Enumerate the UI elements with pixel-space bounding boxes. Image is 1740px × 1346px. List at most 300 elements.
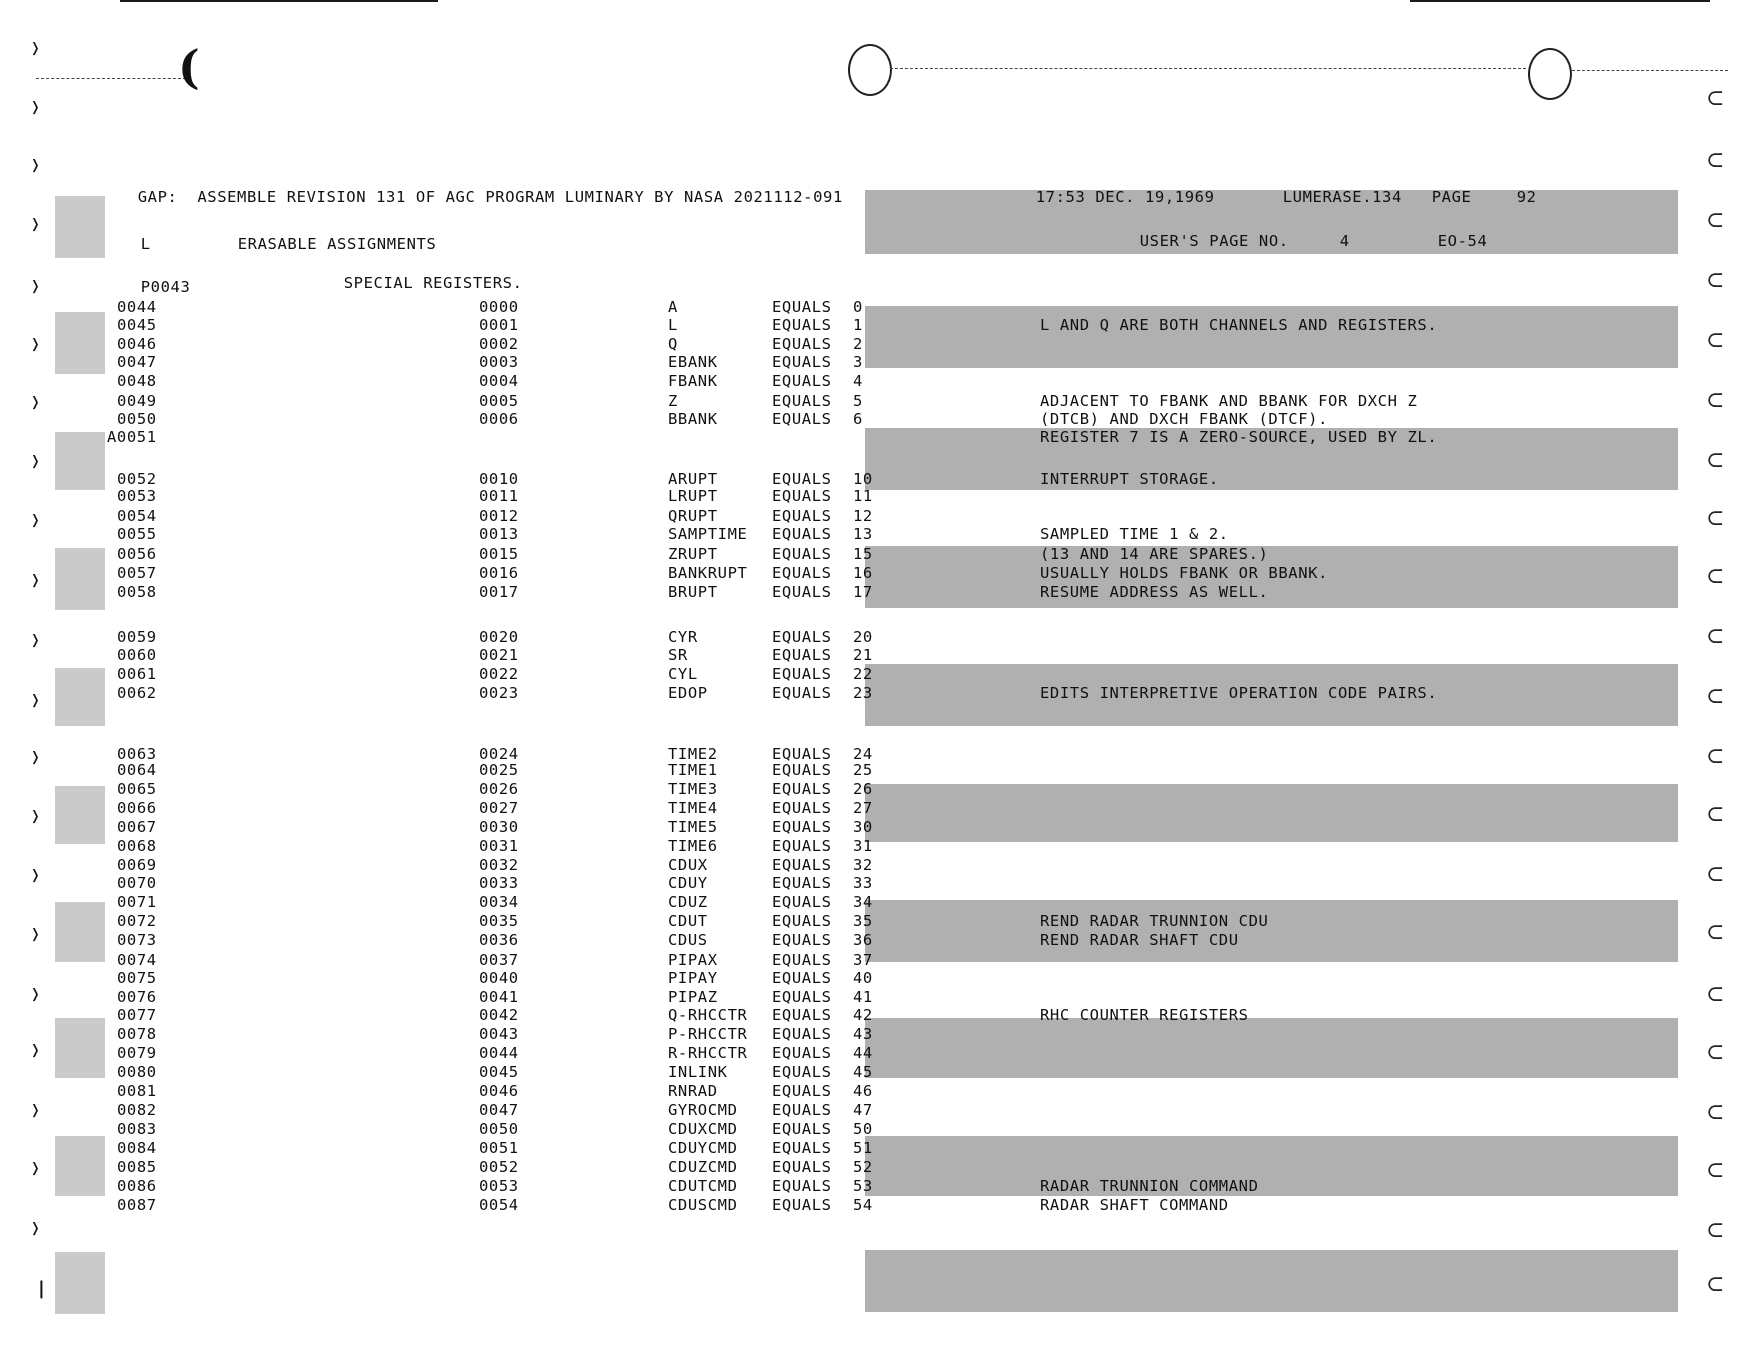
opcode: EQUALS [772, 1139, 832, 1157]
line-number: 0065 [117, 780, 157, 798]
line-number: 0083 [117, 1120, 157, 1138]
operand: 32 [853, 856, 873, 874]
sprocket-mark-right: ⊂ [1706, 684, 1725, 709]
opcode: EQUALS [772, 507, 832, 525]
octal-address: 0005 [479, 392, 519, 410]
octal-address: 0011 [479, 487, 519, 505]
sprocket-mark: ❭ [30, 1100, 41, 1121]
line-number: 0082 [117, 1101, 157, 1119]
symbol: ZRUPT [668, 545, 718, 563]
greybar-band-left [55, 312, 105, 374]
sprocket-mark-right: ⊂ [1706, 506, 1725, 531]
octal-address: 0024 [479, 745, 519, 763]
line-number: 0045 [117, 316, 157, 334]
sheet-code: EO-54 [1437, 232, 1488, 250]
sprocket-mark-right: ⊂ [1706, 328, 1725, 353]
listing-line [0, 646, 873, 664]
operand: 44 [853, 1044, 873, 1062]
comment: REGISTER 7 IS A ZERO-SOURCE, USED BY ZL. [1040, 428, 1438, 446]
line-number: 0068 [117, 837, 157, 855]
line-number: 0069 [117, 856, 157, 874]
sprocket-mark: ❭ [30, 97, 41, 118]
sprocket-mark-right: ⊂ [1706, 982, 1725, 1007]
octal-address: 0031 [479, 837, 519, 855]
sprocket-mark: ❭ [30, 630, 41, 651]
sprocket-mark: ❭ [30, 334, 41, 355]
listing-line [0, 628, 873, 646]
operand: 27 [853, 799, 873, 817]
line-number: 0044 [117, 298, 157, 316]
operand: 13 [853, 525, 873, 543]
opcode: EQUALS [772, 487, 832, 505]
symbol: SAMPTIME [668, 525, 748, 543]
greybar-band-left [55, 668, 105, 726]
operand: 15 [853, 545, 873, 563]
octal-address: 0015 [479, 545, 519, 563]
sprocket-mark-right: ⊂ [1706, 1272, 1725, 1297]
opcode: EQUALS [772, 931, 832, 949]
operand: 4 [853, 372, 863, 390]
opcode: EQUALS [772, 818, 832, 836]
line-number: 0084 [117, 1139, 157, 1157]
opcode: EQUALS [772, 988, 832, 1006]
octal-address: 0020 [479, 628, 519, 646]
listing-line [0, 298, 863, 316]
symbol: FBANK [668, 372, 718, 390]
symbol: PIPAY [668, 969, 718, 987]
operand: 17 [853, 583, 873, 601]
line-number: 0076 [117, 988, 157, 1006]
symbol: PIPAX [668, 951, 718, 969]
octal-address: 0044 [479, 1044, 519, 1062]
operand: 42 [853, 1006, 873, 1024]
opcode: EQUALS [772, 1101, 832, 1119]
octal-address: 0000 [479, 298, 519, 316]
listing-line [0, 1082, 873, 1100]
listing-line [0, 1158, 873, 1176]
operand: 1 [853, 316, 863, 334]
operand: 22 [853, 665, 873, 683]
symbol: RNRAD [668, 1082, 718, 1100]
listing-line [0, 1025, 873, 1043]
sprocket-mark-right: ⊂ [1706, 920, 1725, 945]
line-number: 0056 [117, 545, 157, 563]
listing-line [0, 1063, 873, 1081]
comment: REND RADAR SHAFT CDU [1040, 931, 1239, 949]
assembly-banner: GAP: ASSEMBLE REVISION 131 OF AGC PROGRAM LUMINARY BY NASA 2021112-091 [137, 188, 843, 206]
line-number: 0077 [117, 1006, 157, 1024]
operand: 54 [853, 1196, 873, 1214]
sprocket-mark-right: ⊂ [1706, 86, 1725, 111]
sprocket-mark: ❭ [30, 924, 41, 945]
symbol: CDUSCMD [668, 1196, 738, 1214]
octal-address: 0032 [479, 856, 519, 874]
greybar-band-left [55, 902, 105, 962]
octal-address: 0027 [479, 799, 519, 817]
opcode: EQUALS [772, 1006, 832, 1024]
octal-address: 0053 [479, 1177, 519, 1195]
comment: USUALLY HOLDS FBANK OR BBANK. [1040, 564, 1329, 582]
octal-address: 0017 [479, 583, 519, 601]
sprocket-mark: ❭ [30, 865, 41, 886]
octal-address: 0022 [479, 665, 519, 683]
symbol: CDUTCMD [668, 1177, 738, 1195]
octal-address: 0012 [479, 507, 519, 525]
symbol: CDUY [668, 874, 708, 892]
listing-line [0, 335, 863, 353]
octal-address: 0010 [479, 470, 519, 488]
line-number: 0049 [117, 392, 157, 410]
listing-line [0, 1196, 1229, 1214]
line-number: 0057 [117, 564, 157, 582]
octal-address: 0030 [479, 818, 519, 836]
greybar-band [865, 1018, 1678, 1078]
fold-line-left [36, 78, 186, 79]
listing-line [0, 507, 873, 525]
fold-line-middle [890, 68, 1526, 69]
symbol: TIME1 [668, 761, 718, 779]
listing-line [0, 684, 1438, 702]
line-number: 0074 [117, 951, 157, 969]
listing-line [0, 392, 1418, 410]
greybar-band [865, 784, 1678, 842]
opcode: EQUALS [772, 1177, 832, 1195]
line-number: P0043 [140, 278, 191, 296]
line-number: 0053 [117, 487, 157, 505]
greybar-band [865, 1136, 1678, 1196]
opcode: EQUALS [772, 470, 832, 488]
octal-address: 0033 [479, 874, 519, 892]
listing-line [0, 818, 873, 836]
line-number: 0085 [117, 1158, 157, 1176]
top-rule-right [1410, 0, 1710, 2]
opcode: EQUALS [772, 951, 832, 969]
octal-address: 0043 [479, 1025, 519, 1043]
octal-address: 0036 [479, 931, 519, 949]
symbol: TIME2 [668, 745, 718, 763]
octal-address: 0047 [479, 1101, 519, 1119]
listing-line [0, 1101, 873, 1119]
symbol: L [668, 316, 678, 334]
opcode: EQUALS [772, 1025, 832, 1043]
operand: 12 [853, 507, 873, 525]
octal-address: 0001 [479, 316, 519, 334]
symbol: LRUPT [668, 487, 718, 505]
comment: ADJACENT TO FBANK AND BBANK FOR DXCH Z [1040, 392, 1418, 410]
octal-address: 0021 [479, 646, 519, 664]
sprocket-mark: ❭ [30, 806, 41, 827]
symbol: CDUXCMD [668, 1120, 738, 1138]
line-number: 0071 [117, 893, 157, 911]
line-number: 0060 [117, 646, 157, 664]
sprocket-mark: ❭ [30, 984, 41, 1005]
opcode: EQUALS [772, 1044, 832, 1062]
listing-line [0, 799, 873, 817]
listing-line [0, 856, 873, 874]
symbol: CDUZ [668, 893, 708, 911]
line-number: 0087 [117, 1196, 157, 1214]
operand: 23 [853, 684, 873, 702]
listing-line [0, 410, 1329, 428]
page-label: PAGE [1431, 188, 1472, 206]
line-number: 0055 [117, 525, 157, 543]
sprocket-mark: ❭ [30, 1040, 41, 1061]
octal-address: 0041 [479, 988, 519, 1006]
octal-address: 0046 [479, 1082, 519, 1100]
opcode: EQUALS [772, 1158, 832, 1176]
opcode: EQUALS [772, 410, 832, 428]
sprocket-mark-right: ⊂ [1706, 1218, 1725, 1243]
comment: RADAR SHAFT COMMAND [1040, 1196, 1229, 1214]
operand: 30 [853, 818, 873, 836]
binder-hole-right [1528, 48, 1572, 100]
greybar-band-left [55, 1136, 105, 1196]
symbol: BRUPT [668, 583, 718, 601]
sprocket-mark: ❭ [30, 690, 41, 711]
line-number: 0058 [117, 583, 157, 601]
sprocket-mark: ❭ [30, 214, 41, 235]
listing-line [0, 1139, 873, 1157]
listing-line [0, 931, 1239, 949]
line-number: A0051 [107, 428, 157, 446]
listing-line [0, 1120, 873, 1138]
symbol: CDUZCMD [668, 1158, 738, 1176]
sprocket-mark: ❭ [30, 392, 41, 413]
subheader-code: L [140, 235, 151, 253]
opcode: EQUALS [772, 628, 832, 646]
sprocket-mark-right: ⊂ [1706, 744, 1725, 769]
octal-address: 0040 [479, 969, 519, 987]
line-number: 0086 [117, 1177, 157, 1195]
line-number: 0081 [117, 1082, 157, 1100]
symbol: Q [668, 335, 678, 353]
operand: 36 [853, 931, 873, 949]
comment: (DTCB) AND DXCH FBANK (DTCF). [1040, 410, 1329, 428]
binder-hole-center [848, 44, 892, 96]
opcode: EQUALS [772, 799, 832, 817]
comment: L AND Q ARE BOTH CHANNELS AND REGISTERS. [1040, 316, 1438, 334]
opcode: EQUALS [772, 874, 832, 892]
octal-address: 0050 [479, 1120, 519, 1138]
operand: 43 [853, 1025, 873, 1043]
sprocket-mark: | [36, 1278, 47, 1299]
symbol: TIME3 [668, 780, 718, 798]
line-number: 0059 [117, 628, 157, 646]
opcode: EQUALS [772, 1120, 832, 1138]
octal-address: 0035 [479, 912, 519, 930]
operand: 25 [853, 761, 873, 779]
page-number: 92 [1516, 188, 1537, 206]
greybar-band [865, 900, 1678, 962]
opcode: EQUALS [772, 298, 832, 316]
operand: 45 [853, 1063, 873, 1081]
listing-line [0, 1177, 1259, 1195]
opcode: EQUALS [772, 545, 832, 563]
line-number: 0067 [117, 818, 157, 836]
line-number: 0047 [117, 353, 157, 371]
listing-line [0, 761, 873, 779]
line-number: 0063 [117, 745, 157, 763]
users-page-value: 4 [1339, 232, 1350, 250]
symbol: BANKRUPT [668, 564, 748, 582]
listing-line [0, 988, 873, 1006]
greybar-band-left [55, 1018, 105, 1078]
symbol: CDUT [668, 912, 708, 930]
octal-address: 0023 [479, 684, 519, 702]
sprocket-mark-right: ⊂ [1706, 564, 1725, 589]
line-number: 0046 [117, 335, 157, 353]
opcode: EQUALS [772, 316, 832, 334]
operand: 37 [853, 951, 873, 969]
sprocket-mark-right: ⊂ [1706, 448, 1725, 473]
symbol: R-RHCCTR [668, 1044, 748, 1062]
symbol: Z [668, 392, 678, 410]
opcode: EQUALS [772, 564, 832, 582]
listing-line [0, 316, 1438, 334]
listing-line [0, 951, 873, 969]
octal-address: 0013 [479, 525, 519, 543]
opcode: EQUALS [772, 372, 832, 390]
symbol: EDOP [668, 684, 708, 702]
line-number: 0052 [117, 470, 157, 488]
octal-address: 0045 [479, 1063, 519, 1081]
sprocket-mark: ❭ [30, 451, 41, 472]
octal-address: 0034 [479, 893, 519, 911]
listing-line [0, 353, 863, 371]
operand: 20 [853, 628, 873, 646]
users-page-label: USER'S PAGE NO. [1139, 232, 1289, 250]
sprocket-mark: ❭ [30, 1218, 41, 1239]
operand: 0 [853, 298, 863, 316]
listing-line [0, 780, 873, 798]
symbol: CYL [668, 665, 698, 683]
operand: 26 [853, 780, 873, 798]
octal-address: 0052 [479, 1158, 519, 1176]
octal-address: 0003 [479, 353, 519, 371]
line-number: 0080 [117, 1063, 157, 1081]
listing-line [0, 665, 873, 683]
comment: EDITS INTERPRETIVE OPERATION CODE PAIRS. [1040, 684, 1438, 702]
sprocket-mark-right: ⊂ [1706, 802, 1725, 827]
octal-address: 0002 [479, 335, 519, 353]
sprocket-mark-right: ⊂ [1706, 1040, 1725, 1065]
symbol: A [668, 298, 678, 316]
listing-line [0, 470, 1219, 488]
sprocket-mark: ❭ [30, 1158, 41, 1179]
line-number: 0054 [117, 507, 157, 525]
symbol: ARUPT [668, 470, 718, 488]
operand: 31 [853, 837, 873, 855]
symbol: CDUX [668, 856, 708, 874]
listing-line [0, 1006, 1249, 1024]
symbol: Q-RHCCTR [668, 1006, 748, 1024]
opcode: EQUALS [772, 856, 832, 874]
operand: 16 [853, 564, 873, 582]
opcode: EQUALS [772, 780, 832, 798]
sprocket-mark-right: ⊂ [1706, 1100, 1725, 1125]
operand: 35 [853, 912, 873, 930]
sprocket-mark-right: ⊂ [1706, 148, 1725, 173]
operand: 6 [853, 410, 863, 428]
operand: 46 [853, 1082, 873, 1100]
listing-line [0, 428, 1438, 446]
octal-address: 0054 [479, 1196, 519, 1214]
symbol: QRUPT [668, 507, 718, 525]
octal-address: 0025 [479, 761, 519, 779]
sprocket-mark-right: ⊂ [1706, 388, 1725, 413]
symbol: CDUYCMD [668, 1139, 738, 1157]
comment: INTERRUPT STORAGE. [1040, 470, 1219, 488]
line-number: 0050 [117, 410, 157, 428]
listing-line [0, 583, 1269, 601]
operand: 21 [853, 646, 873, 664]
listing-line [0, 893, 873, 911]
sprocket-mark-right: ⊂ [1706, 208, 1725, 233]
comment: RADAR TRUNNION COMMAND [1040, 1177, 1259, 1195]
operand: 51 [853, 1139, 873, 1157]
sprocket-mark: ❭ [30, 570, 41, 591]
top-rule-left [120, 0, 438, 2]
operand: 2 [853, 335, 863, 353]
symbol: PIPAZ [668, 988, 718, 1006]
opcode: EQUALS [772, 837, 832, 855]
symbol: TIME6 [668, 837, 718, 855]
listing-line [0, 525, 1229, 543]
sprocket-mark-right: ⊂ [1706, 1158, 1725, 1183]
symbol: TIME5 [668, 818, 718, 836]
binder-clip-mark: ( [178, 40, 200, 94]
line-number: 0079 [117, 1044, 157, 1062]
operand: 41 [853, 988, 873, 1006]
greybar-band-left [55, 432, 105, 490]
operand: 47 [853, 1101, 873, 1119]
sprocket-mark-right: ⊂ [1706, 268, 1725, 293]
opcode: EQUALS [772, 912, 832, 930]
listing-line [0, 372, 863, 390]
opcode: EQUALS [772, 684, 832, 702]
listing-line [0, 969, 873, 987]
line-number: 0078 [117, 1025, 157, 1043]
assembly-source: LUMERASE.134 [1282, 188, 1402, 206]
operand: 11 [853, 487, 873, 505]
opcode: EQUALS [772, 745, 832, 763]
greybar-band-left [55, 548, 105, 610]
fold-line-right [1572, 70, 1728, 71]
listing-line [0, 487, 873, 505]
sprocket-mark: ❭ [30, 155, 41, 176]
symbol: TIME4 [668, 799, 718, 817]
greybar-band [865, 1250, 1678, 1312]
line-number: 0073 [117, 931, 157, 949]
opcode: EQUALS [772, 969, 832, 987]
operand: 50 [853, 1120, 873, 1138]
symbol: EBANK [668, 353, 718, 371]
operand: 53 [853, 1177, 873, 1195]
listing-line [0, 564, 1329, 582]
line-number: 0064 [117, 761, 157, 779]
octal-address: 0042 [479, 1006, 519, 1024]
octal-address: 0026 [479, 780, 519, 798]
comment: RESUME ADDRESS AS WELL. [1040, 583, 1269, 601]
symbol: CDUS [668, 931, 708, 949]
symbol: GYROCMD [668, 1101, 738, 1119]
opcode: EQUALS [772, 335, 832, 353]
line-number: 0072 [117, 912, 157, 930]
sprocket-mark: ❭ [30, 510, 41, 531]
sprocket-mark-right: ⊂ [1706, 624, 1725, 649]
greybar-band-left [55, 1252, 105, 1314]
opcode: EQUALS [772, 583, 832, 601]
